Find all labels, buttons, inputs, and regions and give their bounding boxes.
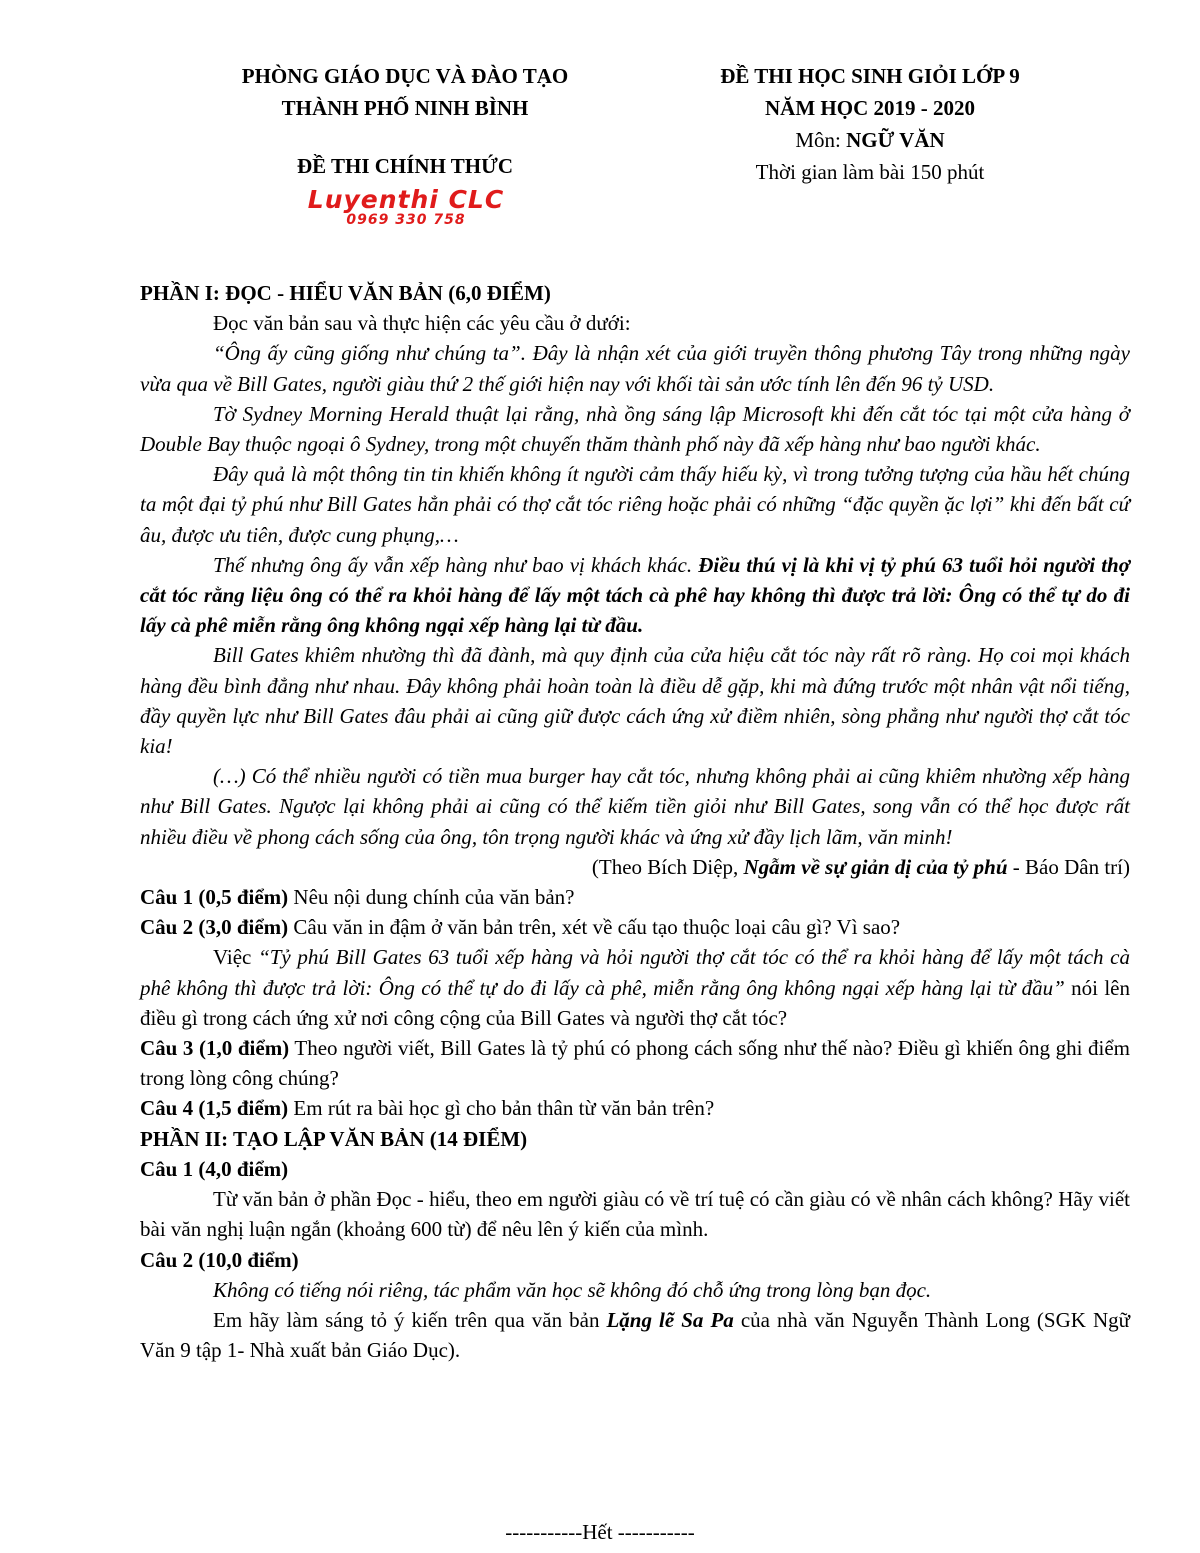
passage-paragraph-2: Tờ Sydney Morning Herald thuật lại rằng, nhà ồng sáng lập Microsoft khi đến cắt tóc tại một cửa hàng ở Double Bay thuộc ngoại ô Sydney, trong một chuyến thăm thành phố này đã xếp hàng như bao người khác. — [140, 401, 1130, 457]
passage-paragraph-3: Đây quả là một thông tin tin khiến không ít người cảm thấy hiếu kỳ, vì trong tưởng tượng của hầu hết chúng ta một đại tỷ phú như Bill Gates hẳn phải có thợ cắt tóc riêng hoặc phải có những “đặc quyền ặc lợi” khi đến bất cứ âu, được ưu tiên, được cung phụng,… — [140, 462, 1130, 547]
question-4: Câu 4 (1,5 điểm) Em rút ra bài học gì cho bản thân từ văn bản trên? — [140, 1096, 715, 1121]
essay-1-label: Câu 1 (4,0 điểm) — [140, 1156, 289, 1181]
part1-title: PHẦN I: ĐỌC - HIỂU VĂN BẢN (6,0 ĐIỂM) — [140, 281, 551, 305]
exam-body — [140, 278, 1130, 1365]
passage-paragraph-4: Thế nhưng ông ấy vẫn xếp hàng như bao vị khách khác. Điều thú vị là khi vị tỷ phú 63 tuổi hỏi người thợ cắt tóc rằng liệu ông có thể ra khỏi hàng để lấy một tách cà phê hay không thì được trả lời: Ông có thể tự do đi lấy cà phê miễn rằng ông không ngại xếp hàng lại từ đầu. — [140, 552, 1130, 638]
passage-paragraph-6: (…) Có thể nhiều người có tiền mua burger hay cắt tóc, nhưng không phải ai cũng khiêm nhường xếp hàng như Bill Gates. Ngược lại không phải ai cũng có thể kiếm tiền giỏi như Bill Gates, song vẫn có thể học được rất nhiều điều về phong cách sống của ông, tôn trọng người khác và ứng xử đầy lịch lãm, văn minh! — [140, 764, 1130, 849]
end-marker: -----------Hết ----------- — [505, 1520, 695, 1544]
source-title: Ngẫm về sự giản dị của tỷ phú — [743, 854, 1008, 879]
subject-line: Môn: NGỮ VĂN — [795, 128, 945, 152]
exam-title: ĐỀ THI HỌC SINH GIỎI LỚP 9 — [720, 64, 1020, 88]
work-title: Lặng lẽ Sa Pa — [606, 1307, 734, 1332]
question-1: Câu 1 (0,5 điểm) Nêu nội dung chính của văn bản? — [140, 885, 575, 910]
header-left — [180, 60, 630, 182]
watermark-brand: Luyenthi CLC — [307, 185, 505, 214]
time-limit: Thời gian làm bài 150 phút — [755, 160, 985, 184]
essay-2-quote: Không có tiếng nói riêng, tác phẩm văn học sẽ không đó chỗ ứng trong lòng bạn đọc. — [213, 1277, 932, 1302]
department-name: PHÒNG GIÁO DỤC VÀ ĐÀO TẠO — [241, 64, 569, 88]
bold-sentence: Điều thú vị là khi vị tỷ phú 63 tuổi hỏi người thợ cắt tóc rằng liệu ông có thể ra khỏi hàng để lấy một tách cà phê hay không thì được trả lời: Ông có thể tự do đi lấy cà phê miễn rằng ông không ngại xếp hàng lại từ đầu. — [140, 552, 1130, 638]
school-year: NĂM HỌC 2019 - 2020 — [765, 96, 975, 120]
essay-1-prompt: Từ văn bản ở phần Đọc - hiểu, theo em người giàu có về trí tuệ có cần giàu có về nhân cách không? Hãy viết bài văn nghị luận ngắn (khoảng 600 từ) để nêu lên ý kiến của mình. — [140, 1187, 1130, 1242]
watermark-logo — [296, 186, 516, 234]
official-label: ĐỀ THI CHÍNH THỨC — [296, 154, 514, 178]
passage-paragraph-1: “Ông ấy cũng giống như chúng ta”. Đây là nhận xét của giới truyền thông phương Tây trong những ngày vừa qua về Bill Gates, người giàu thứ 2 thế giới hiện nay với khối tài sản ước tính lên đến 96 tỷ USD. — [140, 341, 1130, 396]
question-2-detail: Việc “Tỷ phú Bill Gates 63 tuổi xếp hàng và hỏi người thợ cắt tóc có thể ra khỏi hàng để lấy một tách cà phê không thì được trả lời: Ông có thể tự do đi lấy cà phê, miễn rằng ông không ngại xếp hàng lại từ đầu” nói lên điều gì trong cách ứng xử nơi công cộng của Bill Gates và người thợ cắt tóc? — [140, 945, 1131, 1030]
essay-2-label: Câu 2 (10,0 điểm) — [140, 1247, 299, 1272]
question-2: Câu 2 (3,0 điểm) Câu văn in đậm ở văn bản trên, xét về cấu tạo thuộc loại câu gì? Vì sao? — [140, 915, 901, 940]
watermark-phone: 0969 330 758 — [346, 212, 466, 228]
subject-name: NGỮ VĂN — [846, 128, 945, 152]
essay-2-prompt: Em hãy làm sáng tỏ ý kiến trên qua văn bản Lặng lẽ Sa Pa của nhà văn Nguyễn Thành Long (SGK Ngữ Văn 9 tập 1- Nhà xuất bản Giáo Dục). — [140, 1307, 1130, 1363]
city-name: THÀNH PHỐ NINH BÌNH — [281, 96, 529, 120]
passage-source: (Theo Bích Diệp, Ngẫm về sự giản dị của tỷ phú - Báo Dân trí) — [591, 854, 1130, 879]
passage-paragraph-5: Bill Gates khiêm nhường thì đã đành, mà quy định của cửa hiệu cắt tóc này rất rõ ràng. Họ coi mọi khách hàng đều bình đẳng như nhau. Đây không phải hoàn toàn là điều dễ gặp, khi mà đứng trước một nhân vật nổi tiếng, đầy quyền lực như Bill Gates đâu phải ai cũng giữ được cách ứng xử điềm nhiên, sòng phẳng như người thợ cắt tóc kia! — [140, 643, 1130, 759]
part2-title: PHẦN II: TẠO LẬP VĂN BẢN (14 ĐIỂM) — [140, 1126, 528, 1151]
question-3: Câu 3 (1,0 điểm) Theo người viết, Bill Gates là tỷ phú có phong cách sống như thế nào? Điều gì khiến ông ghi điểm trong lòng công chúng? — [140, 1036, 1130, 1091]
header-right — [660, 60, 1080, 188]
part1-intro: Đọc văn bản sau và thực hiện các yêu cầu ở dưới: — [213, 311, 631, 336]
